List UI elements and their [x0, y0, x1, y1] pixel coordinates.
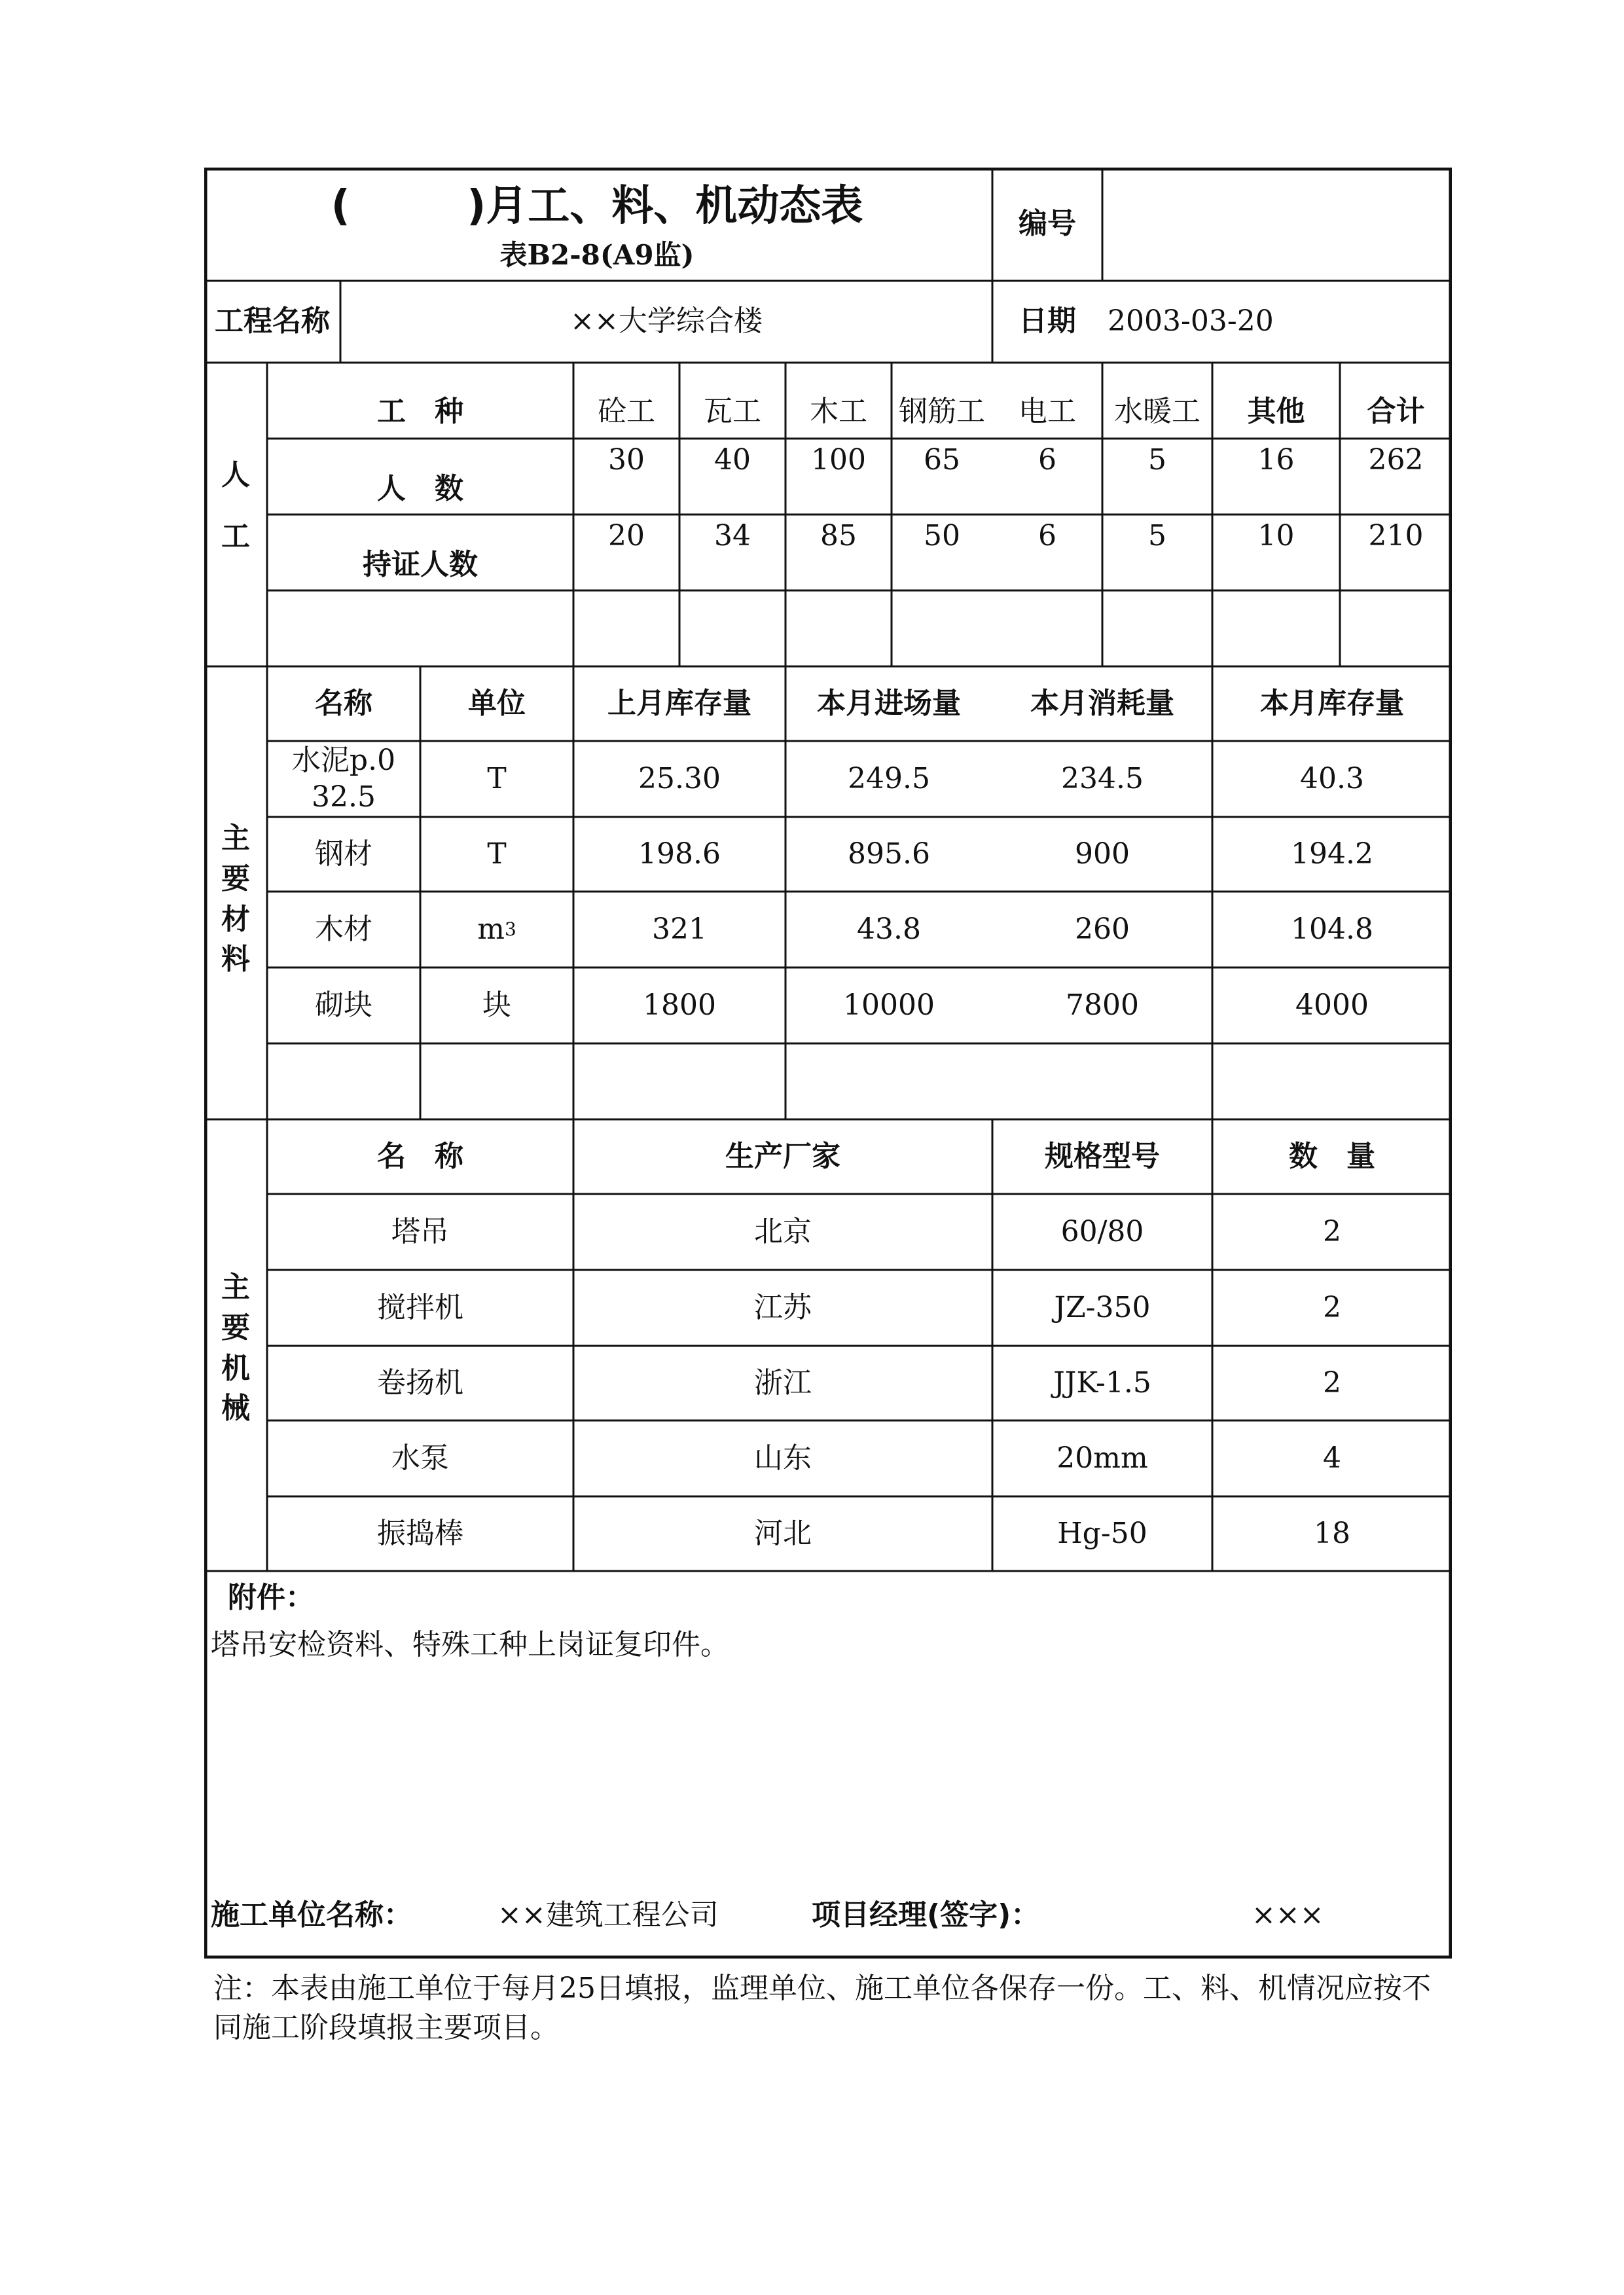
attachments-text[interactable]: 塔吊安检资料、特殊工种上岗证复印件。 [211, 1627, 729, 1661]
trade-carpentry: 木工 [810, 394, 867, 428]
material-unit-cell [420, 892, 573, 967]
material-stock[interactable]: 40.3 [1300, 761, 1364, 795]
machinery-section-char: 主 [221, 1271, 250, 1304]
certified-value[interactable]: 6 [1038, 518, 1056, 552]
machine-name: 塔吊 [391, 1214, 449, 1248]
materials-col-incoming: 本月进场量 [817, 686, 961, 720]
certified-value[interactable]: 20 [608, 518, 645, 552]
materials-section-label [204, 822, 267, 977]
material-incoming[interactable]: 895.6 [848, 837, 930, 871]
material-prev-stock[interactable]: 198.6 [638, 837, 721, 871]
materials-col-name: 名称 [315, 686, 372, 720]
machine-name: 振捣棒 [377, 1516, 463, 1550]
machine-maker: 河北 [754, 1516, 812, 1550]
material-unit: T [487, 761, 507, 795]
material-stock[interactable]: 104.8 [1291, 912, 1373, 946]
certified-value[interactable]: 50 [924, 518, 960, 552]
machinery-col-maker: 生产厂家 [725, 1139, 840, 1173]
material-incoming[interactable]: 10000 [843, 988, 935, 1022]
materials-section-char: 料 [221, 943, 250, 977]
materials-section-char: 材 [221, 902, 250, 936]
certified-value[interactable]: 85 [820, 518, 857, 552]
labor-section-label [204, 459, 267, 554]
machine-model: Hg-50 [1057, 1516, 1147, 1550]
certified-value[interactable]: 34 [714, 518, 751, 552]
certified-value[interactable]: 5 [1148, 518, 1166, 552]
materials-col-unit: 单位 [468, 686, 526, 720]
manager-label: 项目经理(签字)： [812, 1898, 1040, 1932]
machine-maker: 江苏 [754, 1290, 812, 1324]
labor-section-char: 工 [221, 520, 250, 554]
material-prev-stock[interactable]: 1800 [643, 988, 716, 1022]
material-name: 木材 [315, 912, 372, 946]
trade-electrical: 电工 [1019, 394, 1076, 428]
machine-maker: 山东 [754, 1441, 812, 1475]
machinery-section-label [204, 1271, 267, 1426]
certified-value[interactable]: 10 [1257, 518, 1295, 552]
attachments-label: 附件： [228, 1580, 314, 1614]
number-label: 编号 [1019, 207, 1076, 241]
material-consumed[interactable]: 260 [1075, 912, 1130, 946]
machine-model: JJK-1.5 [1053, 1365, 1151, 1400]
project-name-value[interactable]: ××大学综合楼 [570, 304, 763, 338]
form-title: ( )月工、料、机动态表 [331, 182, 863, 231]
machinery-col-name: 名 称 [377, 1139, 463, 1173]
certified-label: 持证人数 [363, 547, 478, 581]
material-name: 砌块 [315, 988, 372, 1022]
trade-total: 合计 [1367, 394, 1425, 428]
headcount-value[interactable]: 30 [608, 443, 645, 477]
machine-maker: 北京 [754, 1214, 812, 1248]
machinery-col-model: 规格型号 [1045, 1139, 1160, 1173]
material-stock[interactable]: 194.2 [1291, 837, 1373, 871]
material-name-line: 水泥p.0 [291, 744, 396, 777]
headcount-value[interactable]: 40 [714, 443, 751, 477]
headcount-total[interactable]: 262 [1368, 443, 1424, 477]
material-consumed[interactable]: 234.5 [1061, 761, 1144, 795]
materials-col-prev-stock: 上月库存量 [607, 686, 751, 720]
machine-qty[interactable]: 2 [1323, 1365, 1341, 1400]
headcount-label: 人 数 [377, 471, 463, 505]
material-unit-superscript: 3 [504, 918, 516, 940]
contractor-value[interactable]: ××建筑工程公司 [497, 1898, 719, 1932]
headcount-value[interactable]: 6 [1038, 443, 1056, 477]
machinery-col-qty: 数 量 [1289, 1139, 1375, 1173]
machine-name: 水泵 [391, 1441, 449, 1475]
material-name [267, 741, 420, 817]
date-value[interactable]: 2003-03-20 [1108, 304, 1274, 338]
machine-qty[interactable]: 4 [1323, 1441, 1341, 1475]
headcount-value[interactable]: 65 [924, 443, 960, 477]
materials-col-consumed: 本月消耗量 [1030, 686, 1174, 720]
headcount-value[interactable]: 5 [1148, 443, 1166, 477]
trade-other: 其他 [1247, 394, 1305, 428]
materials-section-char: 要 [221, 861, 250, 895]
material-incoming[interactable]: 249.5 [848, 761, 930, 795]
material-prev-stock[interactable]: 321 [652, 912, 707, 946]
material-name: 钢材 [315, 837, 372, 871]
dynamic-report-form [204, 168, 1452, 1959]
date-label: 日期 [1019, 304, 1076, 338]
machinery-section-char: 械 [221, 1392, 250, 1426]
machine-qty[interactable]: 18 [1314, 1516, 1350, 1550]
trade-rebar: 钢筋工 [899, 394, 985, 428]
machine-name: 卷扬机 [377, 1365, 463, 1400]
manager-signature[interactable]: ××× [1252, 1898, 1324, 1932]
labor-section-char: 人 [221, 458, 250, 492]
machine-qty[interactable]: 2 [1323, 1290, 1341, 1324]
trade-masonry: 瓦工 [704, 394, 761, 428]
material-unit: T [487, 837, 507, 871]
form-code: 表B2-8(A9监) [499, 238, 695, 271]
material-stock[interactable]: 4000 [1295, 988, 1369, 1022]
material-incoming[interactable]: 43.8 [857, 912, 921, 946]
material-name-line: 32.5 [312, 780, 376, 814]
trade-plumbing: 水暖工 [1114, 394, 1200, 428]
trade-label: 工 种 [377, 394, 463, 428]
machine-model: 20mm [1056, 1441, 1148, 1475]
footnote: 注：本表由施工单位于每月25日填报，监理单位、施工单位各保存一份。工、料、机情况应按不同施工阶段填报主要项目。 [213, 1972, 1431, 2044]
project-name-label: 工程名称 [215, 304, 330, 338]
material-consumed[interactable]: 7800 [1066, 988, 1139, 1022]
material-prev-stock[interactable]: 25.30 [638, 761, 721, 795]
certified-total[interactable]: 210 [1368, 518, 1424, 552]
machine-maker: 浙江 [754, 1365, 812, 1400]
material-unit: m [477, 912, 505, 946]
trade-concrete: 砼工 [598, 394, 655, 428]
machine-model: 60/80 [1060, 1214, 1144, 1248]
number-value[interactable] [1102, 168, 1452, 281]
headcount-value[interactable]: 100 [811, 443, 866, 477]
materials-section-char: 主 [221, 822, 250, 855]
machinery-section-char: 要 [221, 1310, 250, 1345]
contractor-label: 施工单位名称： [211, 1898, 412, 1932]
machine-name: 搅拌机 [377, 1290, 463, 1324]
material-unit: 块 [482, 988, 511, 1022]
machine-qty[interactable]: 2 [1323, 1214, 1341, 1248]
machine-model: JZ-350 [1054, 1290, 1151, 1324]
material-consumed[interactable]: 900 [1075, 837, 1130, 871]
machinery-section-char: 机 [221, 1351, 250, 1385]
headcount-value[interactable]: 16 [1257, 443, 1295, 477]
materials-col-stock: 本月库存量 [1260, 686, 1404, 720]
